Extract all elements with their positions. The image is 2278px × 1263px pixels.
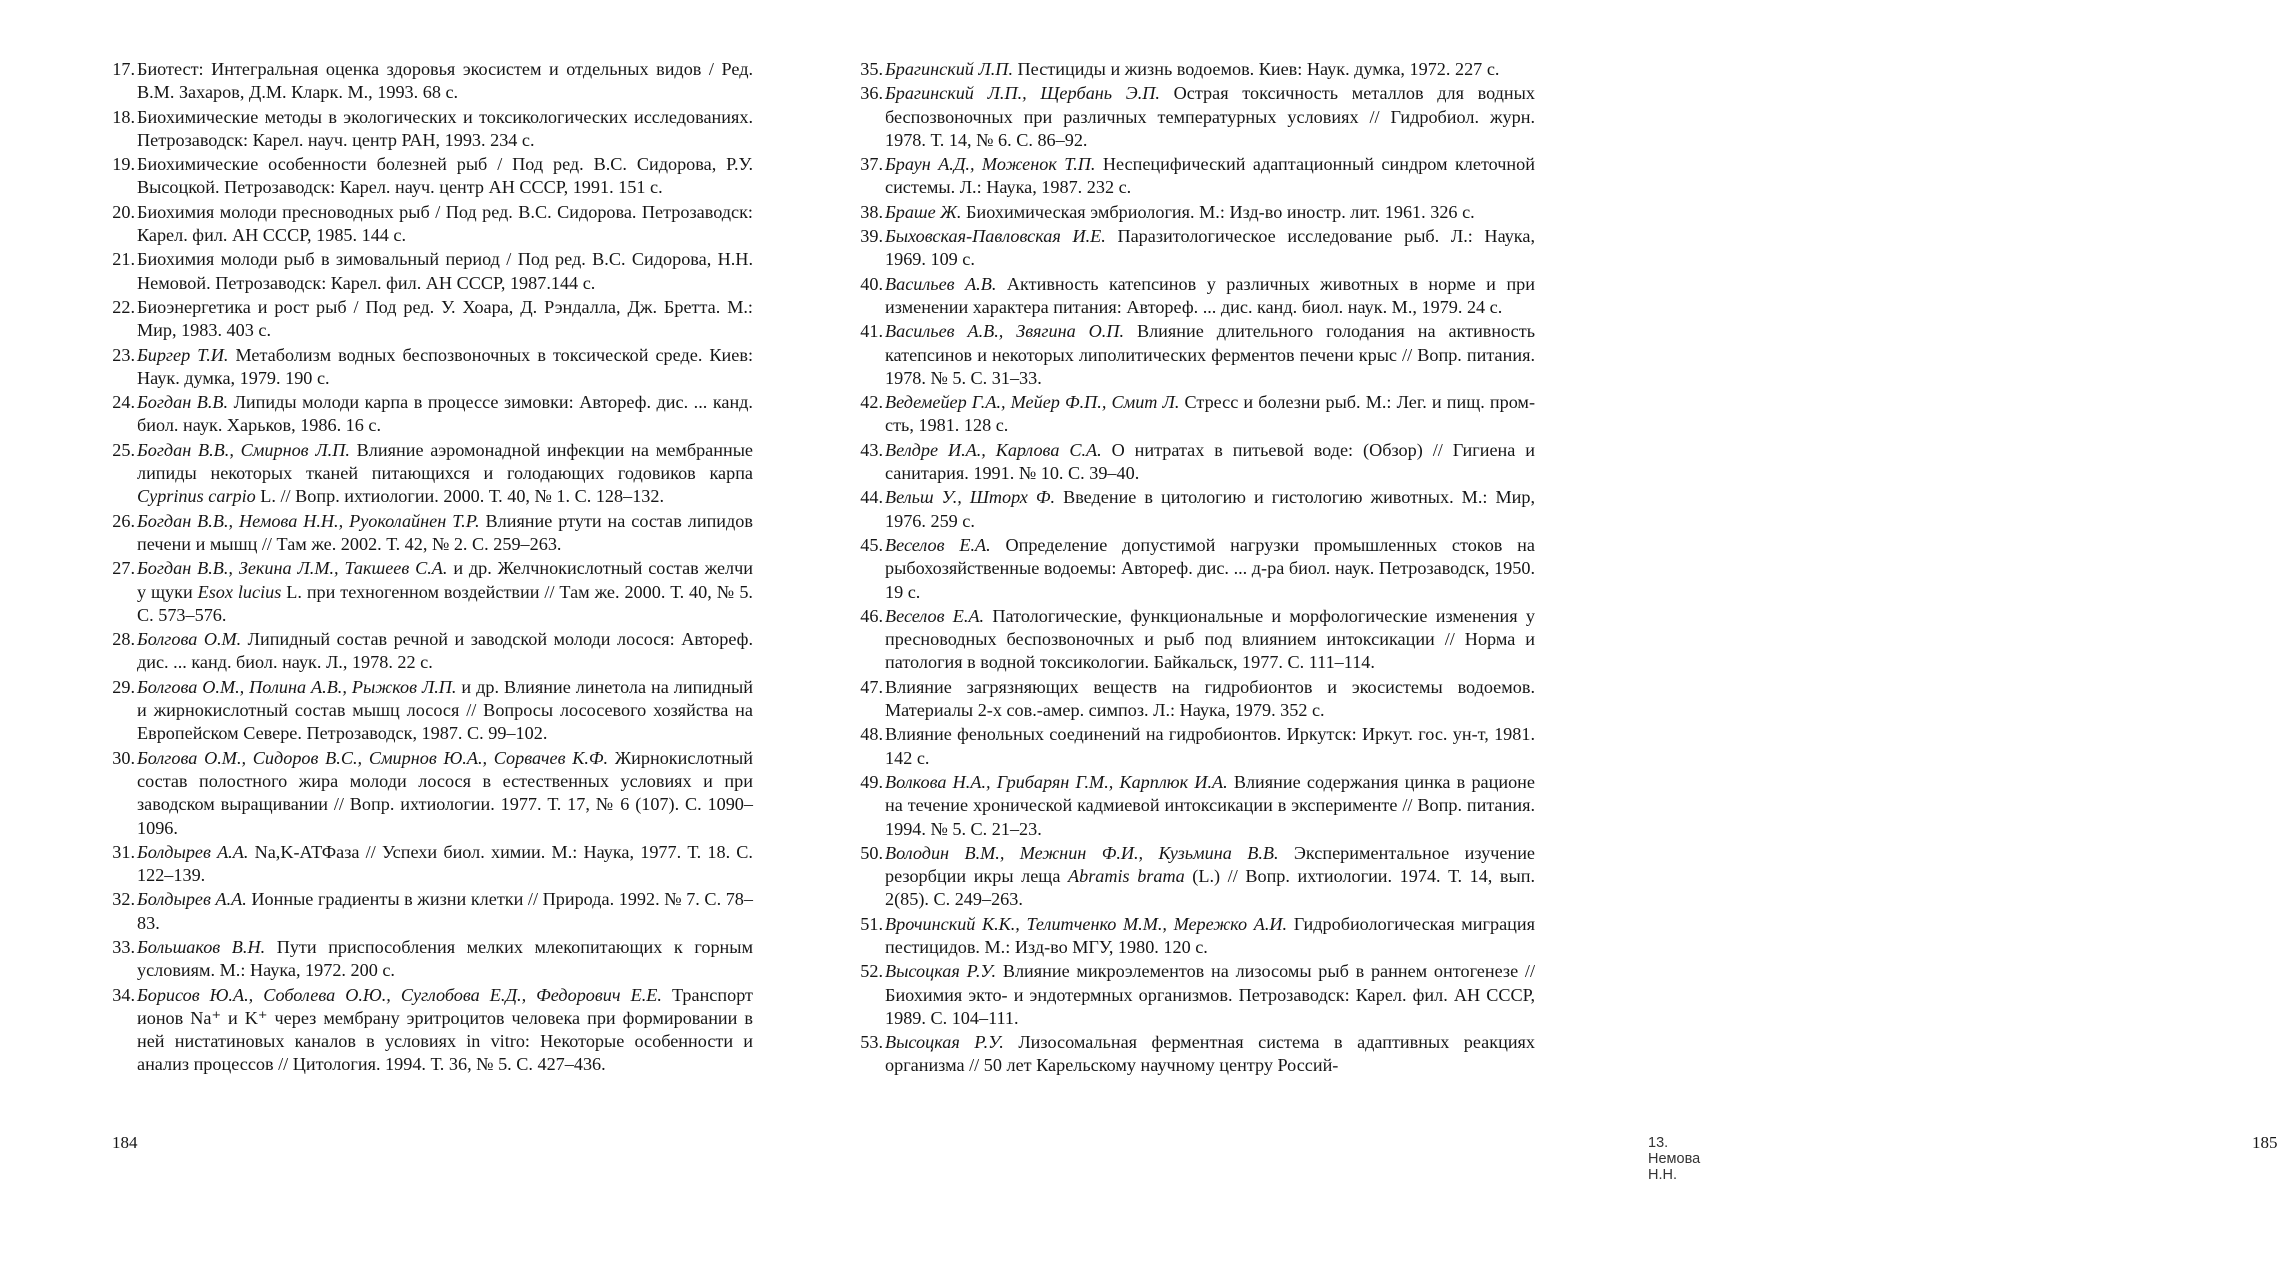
reference-authors: Браше Ж. xyxy=(885,201,962,222)
reference-entry xyxy=(856,82,1535,152)
reference-authors: Болгова О.М., Сидоров В.С., Смирнов Ю.А., Сорвачев К.Ф. xyxy=(137,747,609,768)
reference-text: Неспецифический адаптационный синдром клеточной системы. Л.: Наука, 1987. 232 с. xyxy=(885,154,1535,198)
reference-text: Биохимия молоди пресноводных рыб / Под ред. В.С. Сидорова. Петрозаводск: Карел. фил. АН СССР, 1985. 144 с. xyxy=(137,201,753,246)
reference-number: 52. xyxy=(860,961,883,982)
reference-number: 19. xyxy=(112,154,135,175)
reference-text: Биохимические методы в экологических и токсикологических исследованиях. Петрозаводск: Карел. науч. центр РАН, 1993. 234 с. xyxy=(137,106,753,150)
reference-text: Транспорт ионов Na⁺ и K⁺ через мембрану эритроцитов человека при формировании в ней нистатиновых каналов в условиях in vitro: Некоторые особенности и анализ процессов // Цитология. 1994. Т. 36, № 5. С. 427–436. xyxy=(137,984,753,1075)
left-page xyxy=(0,0,800,1263)
reference-number: 36. xyxy=(860,83,883,104)
reference-text: Определение допустимой нагрузки промышленных стоков на рыбохозяйственные водоемы: Автореф. дис. ... д-ра биол. наук. Петрозаводск, 1950. 19 с. xyxy=(885,534,1535,602)
reference-authors: Брагинский Л.П., Щербань Э.П. xyxy=(885,83,1160,104)
reference-entry xyxy=(856,842,1535,912)
reference-authors: Вельш У., Шторх Ф. xyxy=(885,487,1056,508)
reference-entry xyxy=(856,913,1535,960)
reference-number: 41. xyxy=(860,321,883,342)
right-page xyxy=(800,0,2278,1263)
reference-number: 25. xyxy=(112,439,135,460)
reference-text: Биохимическая эмбриология. М.: Изд-во иностр. лит. 1961. 326 с. xyxy=(961,201,1475,222)
reference-entry xyxy=(856,391,1535,438)
reference-text: и др. Влияние линетола на липидный и жирнокислотный состав мышц лосося // Вопросы лососевого хозяйства на Европейском Севере. Петрозаводск, 1987. С. 99–102. xyxy=(137,676,753,744)
reference-authors: Богдан В.В., Смирнов Л.П. xyxy=(137,439,350,460)
reference-text: Биохимия молоди рыб в зимовальный период / Под ред. В.С. Сидорова, Н.Н. Немовой. Петрозаводск: Карел. фил. АН СССР, 1987.144 с. xyxy=(137,249,753,293)
reference-text-continued: (L.) // Вопр. ихтиологии. 1974. Т. 14, вып. 2(85). С. 249–263. xyxy=(885,866,1536,910)
reference-entry xyxy=(856,486,1535,533)
reference-number: 27. xyxy=(112,558,135,579)
reference-entry xyxy=(108,628,753,675)
reference-authors: Веселов Е.А. xyxy=(885,605,985,626)
reference-authors: Большаков В.Н. xyxy=(137,936,266,957)
reference-entry xyxy=(856,58,1535,81)
reference-entry xyxy=(108,344,753,391)
reference-text: Na,K-АТФаза // Успехи биол. химии. М.: Наука, 1977. Т. 18. С. 122–139. xyxy=(137,841,753,886)
reference-authors: Велдре И.А., Карлова С.А. xyxy=(885,439,1102,460)
reference-authors: Богдан В.В., Немова Н.Н., Руоколайнен Т.Р. xyxy=(137,510,480,531)
reference-authors: Богдан В.В., Зекина Л.М., Такшеев С.А. xyxy=(137,558,448,579)
reference-entry xyxy=(856,960,1535,1030)
reference-authors: Васильев А.В., Звягина О.П. xyxy=(885,321,1125,342)
reference-number: 20. xyxy=(112,201,135,222)
reference-text: О нитратах в питьевой воде: (Обзор) // Гигиена и санитария. 1991. № 10. С. 39–40. xyxy=(885,439,1535,484)
reference-entry xyxy=(856,201,1535,224)
reference-entry xyxy=(108,747,753,840)
reference-authors: Богдан В.В. xyxy=(137,392,229,413)
reference-authors: Володин В.М., Межнин Ф.И., Кузьмина В.В. xyxy=(885,842,1279,863)
reference-text: Пестициды и жизнь водоемов. Киев: Наук. думка, 1972. 227 с. xyxy=(1013,59,1500,79)
reference-authors: Веселов Е.А. xyxy=(885,534,991,555)
reference-list-left xyxy=(108,58,753,1078)
reference-authors: Биргер Т.И. xyxy=(137,344,229,365)
reference-number: 30. xyxy=(112,747,135,768)
reference-number: 23. xyxy=(112,344,135,365)
reference-number: 49. xyxy=(860,771,883,792)
reference-authors: Васильев А.В. xyxy=(885,273,997,294)
reference-text: Жирнокислотный состав полостного жира молоди лосося в естественных условиях и при заводском выращивании // Вопр. ихтиологии. 1977. Т. 17, № 6 (107). С. 1090–1096. xyxy=(137,747,753,838)
signature-mark: 13. Немова Н.Н. xyxy=(1648,1135,1701,1183)
reference-entry xyxy=(108,296,753,343)
reference-authors: Быховская-Павловская И.Е. xyxy=(885,226,1106,247)
reference-text: Активность катепсинов у различных животных в норме и при изменении характера питания: Автореф. ... дис. канд. биол. наук. М., 1979. 24 с. xyxy=(885,273,1535,317)
reference-number: 43. xyxy=(860,439,883,460)
reference-entry xyxy=(108,248,753,295)
reference-number: 32. xyxy=(112,889,135,910)
reference-text: Лизосомальная ферментная система в адаптивных реакциях организма // 50 лет Карельскому научному центру Россий- xyxy=(885,1032,1536,1076)
reference-authors: Болгова О.М. xyxy=(137,629,242,650)
reference-entry xyxy=(108,984,753,1077)
reference-text: Влияние ртути на состав липидов печени и мышц // Там же. 2002. Т. 42, № 2. С. 259–263. xyxy=(137,510,753,554)
reference-entry xyxy=(856,320,1535,390)
reference-text: и др. Желчнокислотный состав желчи у щуки xyxy=(137,558,753,602)
reference-authors: Ведемейер Г.А., Мейер Ф.П., Смит Л. xyxy=(885,392,1180,413)
reference-entry xyxy=(108,888,753,935)
reference-authors: Борисов Ю.А., Соболева О.Ю., Суглобова Е.Д., Федорович Е.Е. xyxy=(137,984,662,1005)
reference-entry xyxy=(856,153,1535,200)
reference-authors: Болгова О.М., Полина А.В., Рыжков Л.П. xyxy=(137,676,457,697)
reference-number: 17. xyxy=(112,59,135,79)
reference-entry xyxy=(856,723,1535,770)
reference-text: Патологические, функциональные и морфологические изменения у пресноводных беспозвоночных и рыб под влиянием интоксикации // Норма и патология в водной токсикологии. Байкальск, 1977. С. 111–114. xyxy=(885,605,1535,673)
reference-text: Метаболизм водных беспозвоночных в токсической среде. Киев: Наук. думка, 1979. 190 с. xyxy=(137,344,753,388)
reference-number: 26. xyxy=(112,510,135,531)
reference-text: Биотест: Интегральная оценка здоровья экосистем и отдельных видов / Ред. В.М. Захаров, Д.М. Кларк. М., 1993. 68 с. xyxy=(137,59,753,103)
reference-number: 39. xyxy=(860,226,883,247)
reference-text: Влияние фенольных соединений на гидробионтов. Иркутск: Иркут. гос. ун-т, 1981. 142 с. xyxy=(885,724,1535,768)
reference-number: 53. xyxy=(860,1032,883,1053)
reference-text: Влияние микроэлементов на лизосомы рыб в раннем онтогенезе // Биохимия экто- и эндотермных организмов. Петрозаводск: Карел. фил. АН СССР, 1989. С. 104–111. xyxy=(885,961,1536,1028)
page-number-right: 185 xyxy=(2252,1133,2278,1152)
reference-text: Гидробиологическая миграция пестицидов. М.: Изд-во МГУ, 1980. 120 с. xyxy=(885,913,1535,957)
reference-number: 22. xyxy=(112,296,135,317)
reference-entry xyxy=(108,106,753,153)
reference-latin-name: Esox lucius xyxy=(197,581,282,602)
reference-text: Влияние загрязняющих веществ на гидробионтов и экосистемы водоемов. Материалы 2-х сов.-амер. симпоз. Л.: Наука, 1979. 352 с. xyxy=(885,676,1535,721)
reference-number: 47. xyxy=(860,676,883,697)
reference-entry xyxy=(108,676,753,746)
reference-text: Липидный состав речной и заводской молоди лосося: Автореф. дис. ... канд. биол. наук. Л., 1978. 22 с. xyxy=(137,629,753,673)
reference-entry xyxy=(108,439,753,509)
reference-text: Липиды молоди карпа в процессе зимовки: Автореф. дис. ... канд. биол. наук. Харьков, 1986. 16 с. xyxy=(137,392,753,436)
reference-entry xyxy=(108,841,753,888)
reference-entry xyxy=(856,225,1535,272)
reference-entry xyxy=(856,273,1535,320)
reference-number: 21. xyxy=(112,249,135,270)
reference-number: 31. xyxy=(112,841,135,862)
reference-entry xyxy=(108,557,753,627)
reference-text: Пути приспособления мелких млекопитающих к горным условиям. М.: Наука, 1972. 200 с. xyxy=(137,936,753,981)
reference-text-continued: L. при техногенном воздействии // Там же. 2000. Т. 40, № 5. С. 573–576. xyxy=(137,581,753,625)
reference-text: Биоэнергетика и рост рыб / Под ред. У. Хоара, Д. Рэндалла, Дж. Бретта. М.: Мир, 1983. 403 с. xyxy=(137,296,753,341)
reference-latin-name: Cyprinus carpio xyxy=(137,486,256,507)
reference-entry xyxy=(108,58,753,105)
reference-entry xyxy=(856,1031,1535,1078)
reference-number: 44. xyxy=(860,487,883,508)
reference-number: 45. xyxy=(860,534,883,555)
reference-authors: Браун А.Д., Моженок Т.П. xyxy=(885,154,1096,175)
reference-text: Острая токсичность металлов для водных беспозвоночных при различных температурных условиях // Гидробиол. журн. 1978. Т. 14, № 6. С. 86–92. xyxy=(885,83,1535,150)
reference-number: 29. xyxy=(112,676,135,697)
reference-text: Влияние содержания цинка в рационе на течение хронической кадмиевой интоксикации в эксперименте // Вопр. питания. 1994. № 5. С. 21–23. xyxy=(885,771,1535,839)
reference-entry xyxy=(856,439,1535,486)
reference-number: 50. xyxy=(860,842,883,863)
reference-number: 40. xyxy=(860,273,883,294)
reference-authors: Волкова Н.А., Грибарян Г.М., Карплюк И.А. xyxy=(885,771,1228,792)
reference-number: 46. xyxy=(860,605,883,626)
reference-text-continued: L. // Вопр. ихтиологии. 2000. Т. 40, № 1. С. 128–132. xyxy=(255,486,665,507)
reference-text: Введение в цитологию и гистологию животных. М.: Мир, 1976. 259 с. xyxy=(885,487,1535,531)
reference-number: 33. xyxy=(112,936,135,957)
reference-number: 24. xyxy=(112,392,135,413)
reference-text: Биохимические особенности болезней рыб / Под ред. В.С. Сидорова, Р.У. Высоцкой. Петрозаводск: Карел. науч. центр АН СССР, 1991. 151 с. xyxy=(137,154,753,198)
reference-list-right xyxy=(856,58,1535,1079)
page-number-left: 184 xyxy=(112,1133,138,1152)
reference-entry xyxy=(856,605,1535,675)
reference-number: 51. xyxy=(860,913,883,934)
reference-authors: Болдырев А.А. xyxy=(137,841,249,862)
reference-authors: Врочинский К.К., Телитченко М.М., Мережко А.И. xyxy=(885,913,1288,934)
reference-entry xyxy=(108,391,753,438)
reference-number: 37. xyxy=(860,154,883,175)
reference-text: Стресс и болезни рыб. М.: Лег. и пищ. пром-сть, 1981. 128 с. xyxy=(885,392,1536,436)
reference-number: 38. xyxy=(860,201,883,222)
reference-number: 35. xyxy=(860,59,883,79)
reference-text: Влияние аэромонадной инфекции на мембранные липиды некоторых тканей питающихся и голодающих годовиков карпа xyxy=(137,439,753,484)
reference-latin-name: Abramis brama xyxy=(1067,866,1185,887)
reference-entry xyxy=(856,771,1535,841)
reference-number: 34. xyxy=(112,984,135,1005)
reference-number: 48. xyxy=(860,724,883,745)
reference-authors: Высоцкая Р.У. xyxy=(885,961,997,982)
reference-number: 28. xyxy=(112,629,135,650)
reference-authors: Высоцкая Р.У. xyxy=(885,1032,1004,1053)
reference-text: Паразитологическое исследование рыб. Л.: Наука, 1969. 109 с. xyxy=(885,226,1535,270)
reference-authors: Болдырев А.А. xyxy=(137,889,247,910)
reference-text: Влияние длительного голодания на активность катепсинов и некоторых липолитических ферментов печени крыс // Вопр. питания. 1978. № 5. С. 31–33. xyxy=(885,321,1535,388)
reference-entry xyxy=(108,201,753,248)
reference-entry xyxy=(108,153,753,200)
reference-number: 42. xyxy=(860,392,883,413)
reference-number: 18. xyxy=(112,106,135,127)
reference-authors: Брагинский Л.П. xyxy=(885,59,1013,79)
reference-text: Ионные градиенты в жизни клетки // Природа. 1992. № 7. С. 78–83. xyxy=(137,889,753,933)
reference-entry xyxy=(108,936,753,983)
reference-entry xyxy=(856,534,1535,604)
reference-text: Экспериментальное изучение резорбции икры леща xyxy=(885,842,1535,887)
reference-entry xyxy=(856,676,1535,723)
reference-entry xyxy=(108,510,753,557)
